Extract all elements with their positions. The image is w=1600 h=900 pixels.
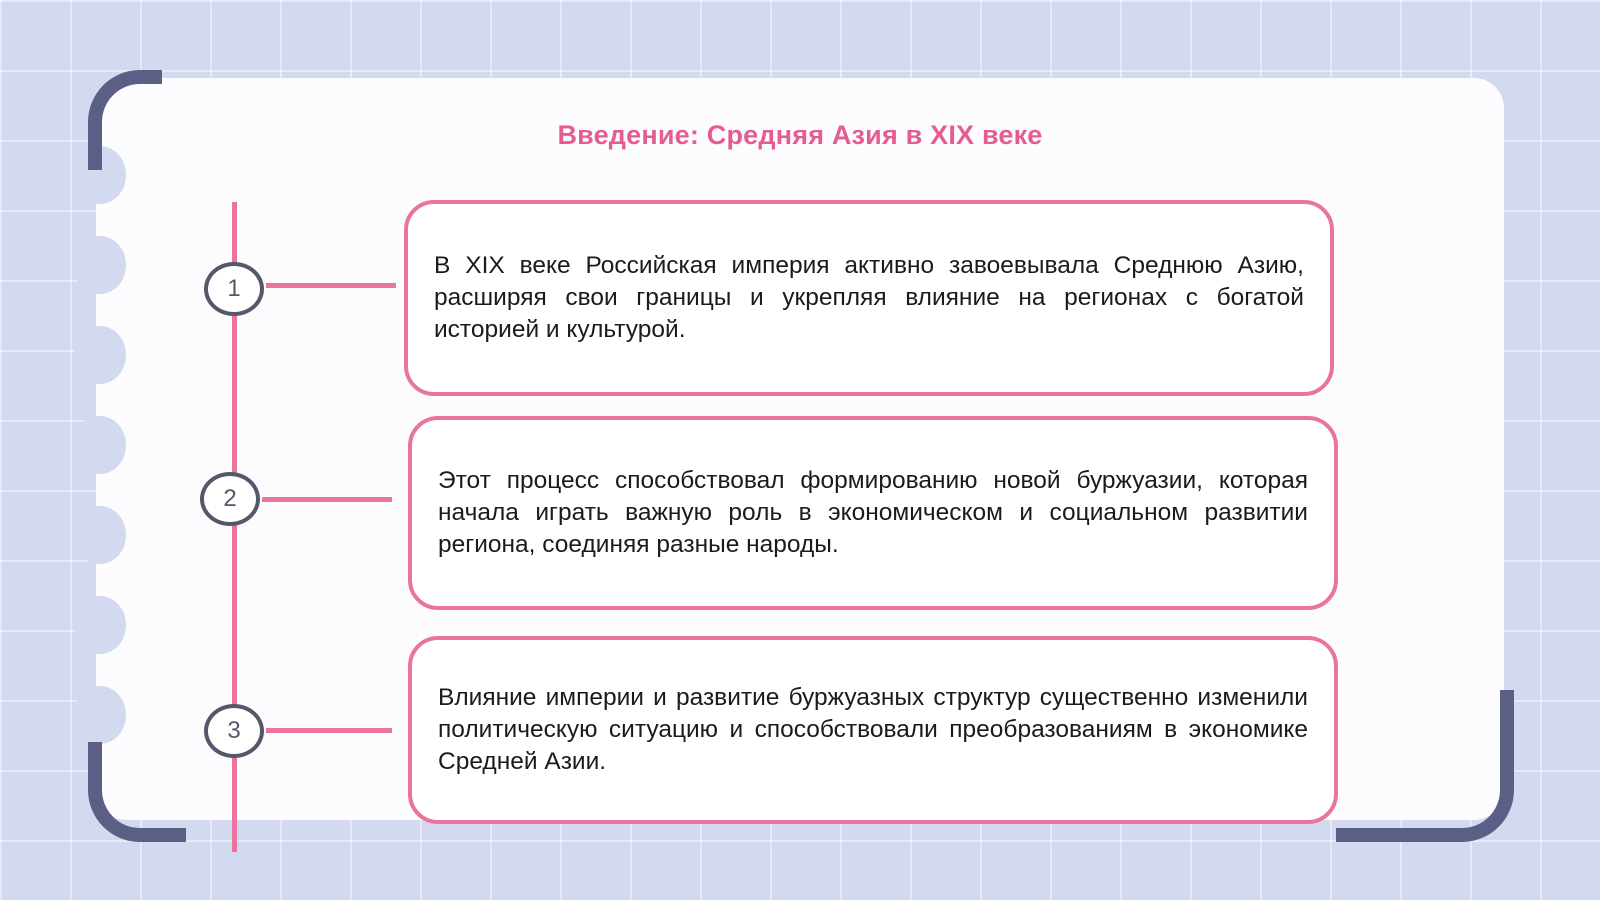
sheet-edge-notch: [74, 236, 126, 294]
sheet-edge-notch: [74, 686, 126, 744]
timeline-card: [404, 200, 1334, 396]
timeline-connector: [262, 497, 392, 502]
timeline-connector: [266, 728, 392, 733]
sheet-edge-notch: [74, 506, 126, 564]
step-number-badge: 3: [204, 704, 264, 758]
sheet-edge-notch: [74, 326, 126, 384]
timeline-card: [408, 636, 1338, 824]
timeline-card: [408, 416, 1338, 610]
card-text: В XIX веке Российская империя активно завоевывала Среднюю Азию, расширяя свои границы и укрепляя влияние на регионах с богатой историей и культурой.: [434, 252, 1304, 343]
corner-bracket-bottom-right: [1336, 690, 1514, 842]
sheet-edge-notch: [74, 416, 126, 474]
card-text: Влияние империи и развитие буржуазных структур существенно изменили политическую ситуацию и способствовали преобразованиям в экономике Средней Азии.: [438, 684, 1308, 775]
card-text: Этот процесс способствовал формированию новой буржуазии, которая начала играть важную роль в экономическом и социальном развитии региона, соединяя разные народы.: [438, 467, 1308, 558]
step-number-badge: 1: [204, 262, 264, 316]
step-number-badge: 2: [200, 472, 260, 526]
corner-bracket-bottom-left: [88, 742, 186, 842]
timeline-connector: [266, 283, 396, 288]
sheet-edge-notch: [74, 596, 126, 654]
slide-title: Введение: Средняя Азия в XIX веке: [557, 120, 1043, 150]
